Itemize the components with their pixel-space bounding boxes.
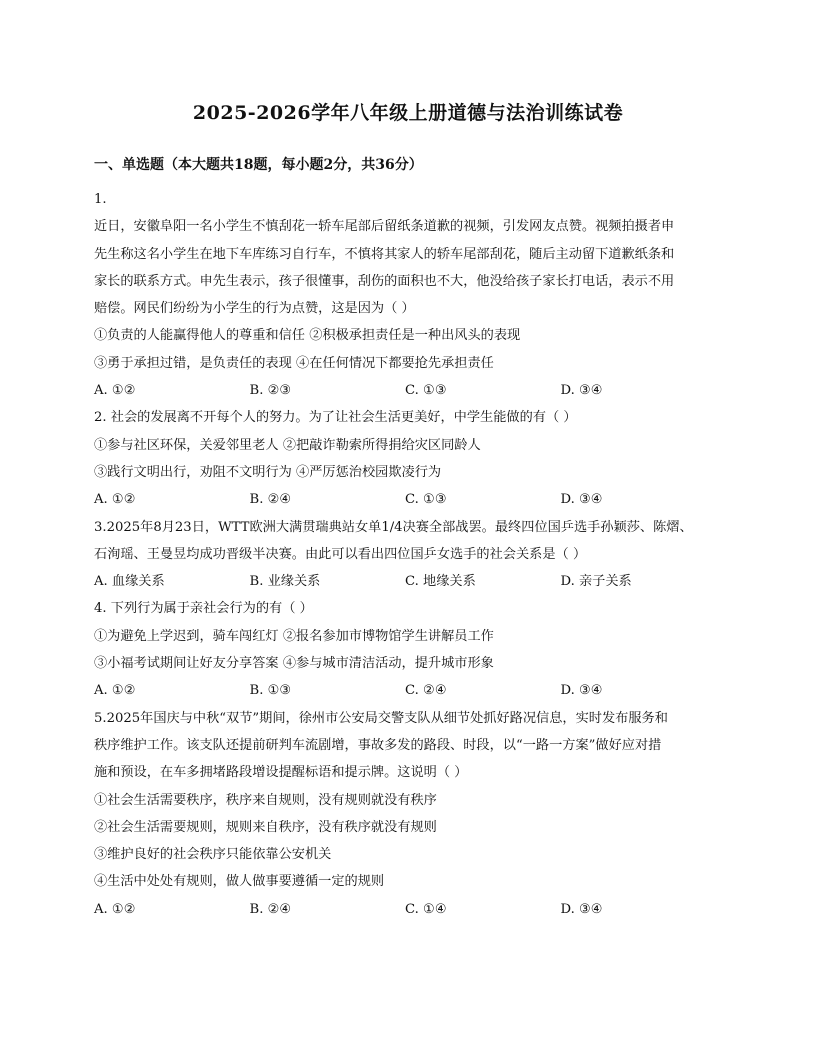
- option-c: C. ②④: [405, 683, 447, 699]
- statement-line: ④生活中处处有规则，做人做事要遵循一定的规则: [94, 874, 385, 890]
- question-1: [94, 186, 716, 404]
- statement-line: ①负责的人能赢得他人的尊重和信任 ②积极承担责任是一种出风头的表现: [94, 328, 521, 344]
- statement-line: ③维护良好的社会秩序只能依靠公安机关: [94, 847, 332, 863]
- question-stem-line: 赔偿。网民们纷纷为小学生的行为点赞，这是因为（ ）: [94, 301, 415, 317]
- question-stem-line: 家长的联系方式。申先生表示，孩子很懂事，刮伤的面积也不大，他没给孩子家长打电话，表示不用: [94, 273, 675, 289]
- question-stem-line: 石洵瑶、王曼昱均成功晋级半决赛。由此可以看出四位国乒女选手的社会关系是（ ）: [94, 546, 587, 562]
- question-stem-line: 秩序维护工作。该支队还提前研判车流剧增，事故多发的路段、时段，以“一路一方案”做好应对措: [94, 737, 662, 753]
- answer-options: [94, 377, 716, 404]
- question-stem-line: 4. 下列行为属于亲社会行为的有（ ）: [94, 601, 313, 617]
- option-a: A. 血缘关系: [94, 574, 165, 590]
- option-b: B. ②④: [249, 492, 292, 508]
- option-c: C. ①④: [405, 901, 447, 917]
- option-a: A. ①②: [94, 492, 136, 508]
- answer-options: [94, 677, 716, 704]
- question-4: [94, 595, 716, 704]
- option-a: A. ①②: [94, 901, 136, 917]
- answer-options: [94, 568, 716, 595]
- statement-line: ③践行文明出行，劝阻不文明行为 ④严厉惩治校园欺凌行为: [94, 464, 442, 480]
- option-d: D. ③④: [560, 901, 603, 917]
- option-b: B. ②④: [249, 901, 292, 917]
- question-stem-line: 3.2025年8月23日，WTT欧洲大满贯瑞典站女单1/4决赛全部战罢。最终四位国乒选手孙颖莎、陈熠、: [94, 519, 693, 535]
- section-heading: 一、单选题（本大题共18题，每小题2分，共36分）: [94, 157, 423, 173]
- question-number: 1.: [94, 192, 107, 207]
- exam-title: 2025-2026学年八年级上册道德与法治训练试卷: [192, 102, 624, 124]
- option-c: C. ①③: [405, 492, 447, 508]
- option-b: B. ①③: [249, 683, 292, 699]
- option-b: B. ②③: [249, 383, 292, 399]
- option-a: A. ①②: [94, 383, 136, 399]
- question-5: [94, 705, 716, 923]
- question-2: [94, 404, 716, 513]
- option-b: B. 业缘关系: [249, 574, 321, 590]
- question-stem-line: 2. 社会的发展离不开每个人的努力。为了让社会生活更美好，中学生能做的有（ ）: [94, 410, 577, 426]
- answer-options: [94, 896, 716, 923]
- question-stem-line: 5.2025年国庆与中秋“双节”期间，徐州市公安局交警支队从细节处抓好路况信息，实时发布服务和: [94, 710, 668, 726]
- option-d: D. ③④: [560, 383, 603, 399]
- statement-line: ①为避免上学迟到，骑车闯红灯 ②报名参加市博物馆学生讲解员工作: [94, 628, 494, 644]
- option-c: C. 地缘关系: [405, 574, 476, 590]
- option-d: D. ③④: [560, 683, 603, 699]
- answer-options: [94, 486, 716, 513]
- question-stem-line: 施和预设，在车多拥堵路段增设提醒标语和提示牌。这说明（ ）: [94, 765, 468, 781]
- statement-line: ②社会生活需要规则，规则来自秩序，没有秩序就没有规则: [94, 819, 437, 835]
- statement-line: ③勇于承担过错，是负责任的表现 ④在任何情况下都要抢先承担责任: [94, 355, 494, 371]
- question-list: [94, 186, 716, 923]
- statement-line: ③小福考试期间让好友分享答案 ④参与城市清洁活动，提升城市形象: [94, 656, 494, 672]
- option-d: D. ③④: [560, 492, 603, 508]
- question-stem-line: 先生称这名小学生在地下车库练习自行车，不慎将其家人的轿车尾部刮花，随后主动留下道歉纸条和: [94, 246, 675, 262]
- question-stem-line: 近日，安徽阜阳一名小学生不慎刮花一轿车尾部后留纸条道歉的视频，引发网友点赞。视频拍摄者申: [94, 219, 675, 235]
- statement-line: ①参与社区环保，关爱邻里老人 ②把敲诈勒索所得捐给灾区同龄人: [94, 437, 481, 453]
- option-c: C. ①③: [405, 383, 447, 399]
- question-3: [94, 514, 716, 596]
- option-a: A. ①②: [94, 683, 136, 699]
- statement-line: ①社会生活需要秩序，秩序来自规则，没有规则就没有秩序: [94, 792, 437, 808]
- option-d: D. 亲子关系: [560, 574, 632, 590]
